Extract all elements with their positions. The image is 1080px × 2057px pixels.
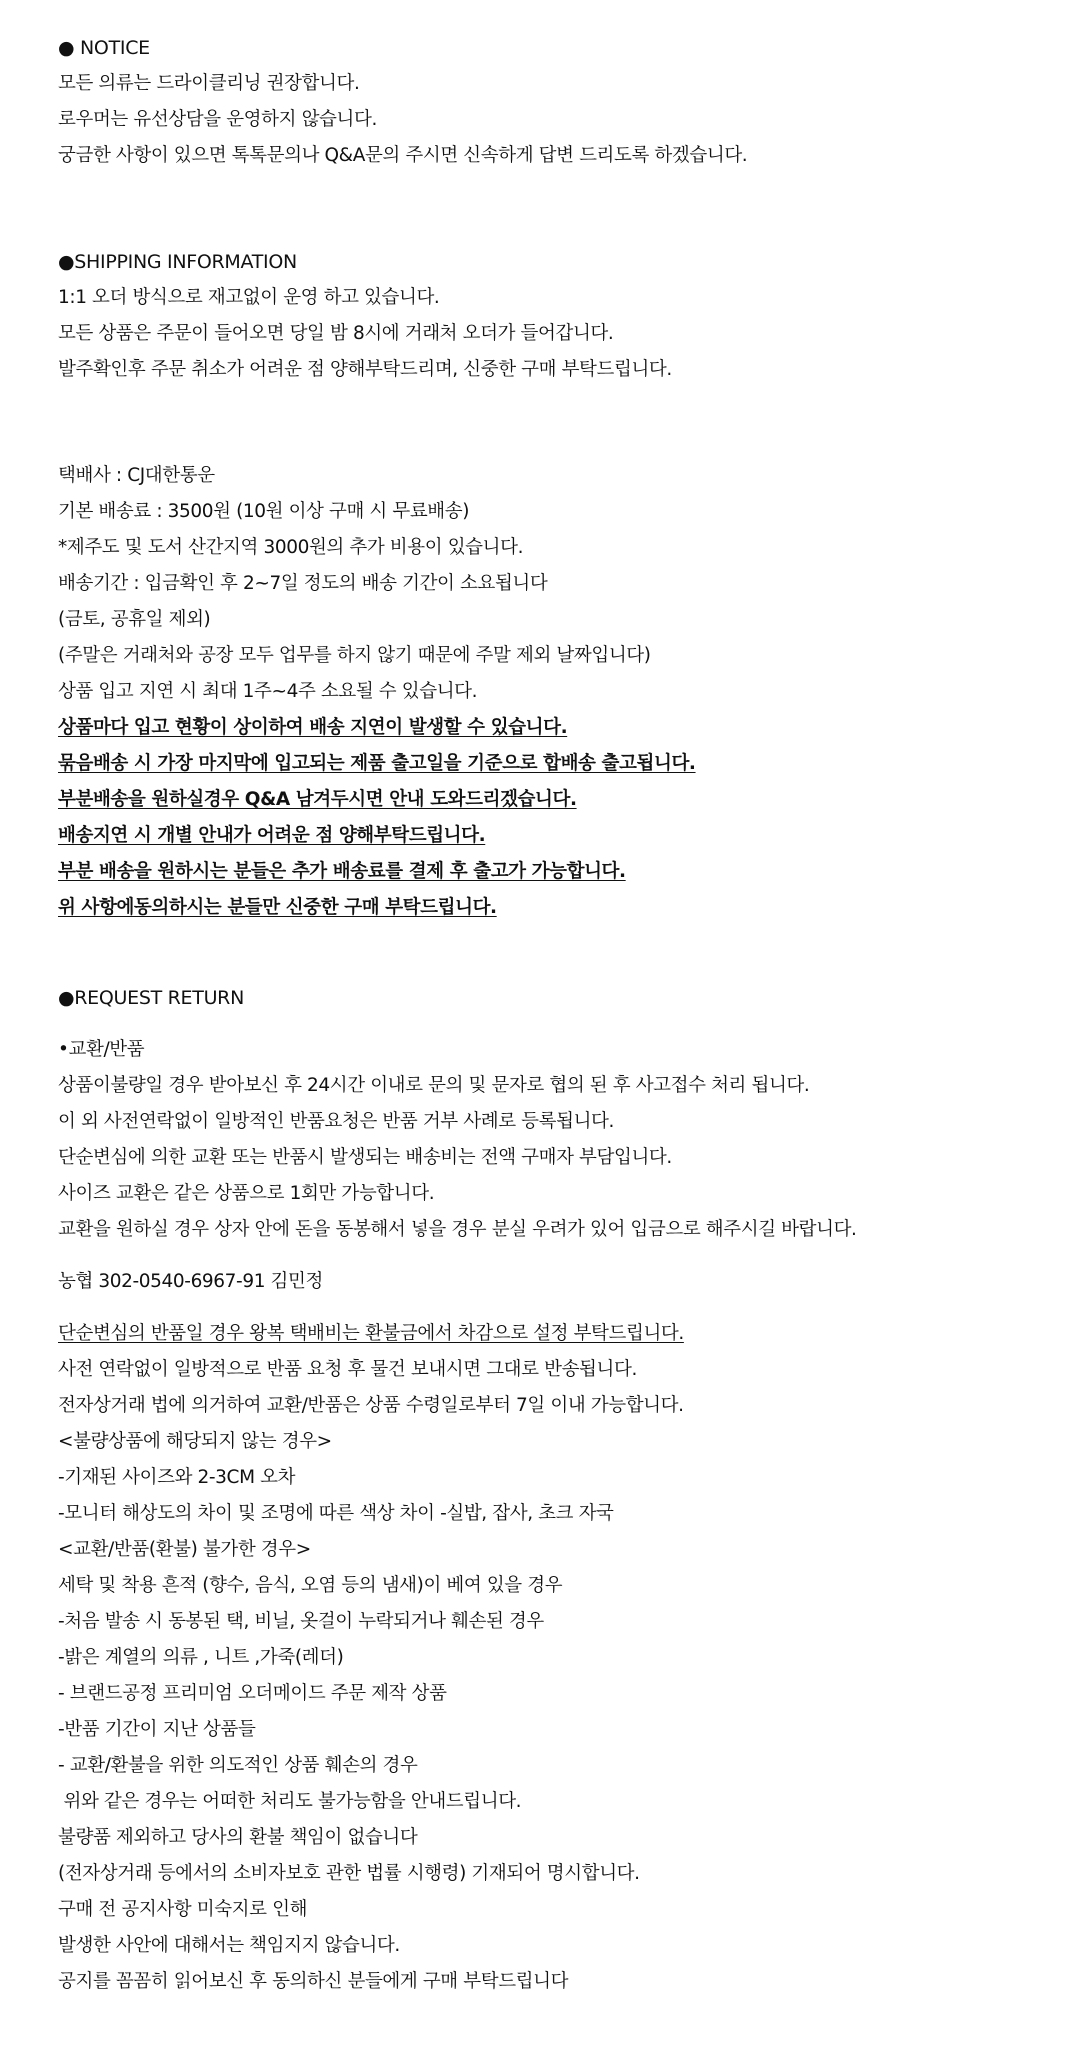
policy-line: (전자상거래 등에서의 소비자보호 관한 법률 시행령) 기재되어 명시합니다. [58,1863,640,1884]
policy-line: 공지를 꼼꼼히 읽어보신 후 동의하신 분들에게 구매 부탁드립니다 [58,1971,569,1992]
returns-line: 단순변심에 의한 교환 또는 반품시 발생되는 배송비는 전액 구매자 부담입니다. [58,1147,672,1168]
shipping-detail: 배송기간 : 입금확인 후 2~7일 정도의 배송 기간이 소요됩니다 [58,573,548,594]
shipping-emphasis: 배송지연 시 개별 안내가 어려운 점 양해부탁드립니다. [58,825,486,846]
shipping-detail: 기본 배송료 : 3500원 (10원 이상 구매 시 무료배송) [58,501,470,522]
policy-line: 세탁 및 착용 흔적 (향수, 음식, 오염 등의 냄새)이 베여 있을 경우 [58,1575,563,1596]
policy-line: 발생한 사안에 대해서는 책임지지 않습니다. [58,1935,400,1956]
returns-line: 교환을 원하실 경우 상자 안에 돈을 동봉해서 넣을 경우 분실 우려가 있어 입금으로 해주시길 바랍니다. [58,1219,857,1240]
returns-underlined-note: 단순변심의 반품일 경우 왕복 택배비는 환불금에서 차감으로 설정 부탁드립니다. [58,1323,684,1344]
spacer [58,1300,1080,1316]
policy-line: <교환/반품(환불) 불가한 경우> [58,1539,311,1560]
returns-heading: ●REQUEST RETURN [58,987,244,1009]
returns-line: 상품이불량일 경우 받아보신 후 24시간 이내로 문의 및 문자로 협의 된 후 사고접수 처리 됩니다. [58,1075,810,1096]
shipping-emphasis: 부분 배송을 원하시는 분들은 추가 배송료를 결제 후 출고가 가능합니다. [58,861,626,882]
notice-line: 로우머는 유선상담을 운영하지 않습니다. [58,109,377,130]
spacer [58,1248,1080,1264]
spacer [58,174,1080,244]
bank-account: 농협 302-0540-6967-91 김민정 [58,1271,323,1292]
returns-line: 이 외 사전연락없이 일방적인 반품요청은 반품 거부 사례로 등록됩니다. [58,1111,614,1132]
policy-line: 사전 연락없이 일방적으로 반품 요청 후 물건 보내시면 그대로 반송됩니다. [58,1359,637,1380]
shipping-detail: 상품 입고 지연 시 최대 1주~4주 소요될 수 있습니다. [58,681,478,702]
notice-line: 모든 의류는 드라이클리닝 권장합니다. [58,73,360,94]
shipping-line: 발주확인후 주문 취소가 어려운 점 양해부탁드리며, 신중한 구매 부탁드립니다. [58,359,672,380]
notice-section [58,30,1080,174]
policy-line: -반품 기간이 지난 상품들 [58,1719,256,1740]
shipping-detail: *제주도 및 도서 산간지역 3000원의 추가 비용이 있습니다. [58,537,524,558]
shipping-emphasis: 묶음배송 시 가장 마지막에 입고되는 제품 출고일을 기준으로 합배송 출고됩니다. [58,753,696,774]
shipping-emphasis: 상품마다 입고 현황이 상이하여 배송 지연이 발생할 수 있습니다. [58,717,568,738]
policy-line: 불량품 제외하고 당사의 환불 책임이 없습니다 [58,1827,418,1848]
notice-heading: ● NOTICE [58,37,150,59]
policy-line: -밝은 계열의 의류 , 니트 ,가죽(레더) [58,1647,344,1668]
policy-line: - 브랜드공정 프리미엄 오더메이드 주문 제작 상품 [58,1683,447,1704]
shipping-line: 1:1 오더 방식으로 재고없이 운영 하고 있습니다. [58,287,440,308]
spacer [58,1016,1080,1032]
policy-line: - 교환/환불을 위한 의도적인 상품 훼손의 경우 [58,1755,418,1776]
policy-line: 구매 전 공지사항 미숙지로 인해 [58,1899,308,1920]
shipping-detail: (금토, 공휴일 제외) [58,609,211,630]
spacer [58,926,1080,980]
shipping-heading: ●SHIPPING INFORMATION [58,251,297,273]
returns-section [58,980,1080,2000]
policy-line: -처음 발송 시 동봉된 택, 비닐, 옷걸이 누락되거나 훼손된 경우 [58,1611,544,1632]
returns-line: 사이즈 교환은 같은 상품으로 1회만 가능합니다. [58,1183,435,1204]
policy-line: -모니터 해상도의 차이 및 조명에 따른 색상 차이 -실밥, 잡사, 초크 자국 [58,1503,614,1524]
shipping-detail: 택배사 : CJ대한통운 [58,465,215,486]
shipping-emphasis: 위 사항에동의하시는 분들만 신중한 구매 부탁드립니다. [58,897,497,918]
shipping-section [58,244,1080,926]
policy-line: -기재된 사이즈와 2-3CM 오차 [58,1467,296,1488]
spacer [58,388,1080,458]
returns-subheading: •교환/반품 [58,1039,145,1060]
notice-line: 궁금한 사항이 있으면 톡톡문의나 Q&A문의 주시면 신속하게 답변 드리도록 하겠습니다. [58,145,748,166]
shipping-emphasis: 부분배송을 원하실경우 Q&A 남겨두시면 안내 도와드리겠습니다. [58,789,577,810]
policy-line: <불량상품에 해당되지 않는 경우> [58,1431,332,1452]
shipping-line: 모든 상품은 주문이 들어오면 당일 밤 8시에 거래처 오더가 들어갑니다. [58,323,614,344]
policy-line: 위와 같은 경우는 어떠한 처리도 불가능함을 안내드립니다. [58,1791,522,1812]
shipping-detail: (주말은 거래처와 공장 모두 업무를 하지 않기 때문에 주말 제외 날짜입니다) [58,645,651,666]
policy-line: 전자상거래 법에 의거하여 교환/반품은 상품 수령일로부터 7일 이내 가능합니다. [58,1395,684,1416]
